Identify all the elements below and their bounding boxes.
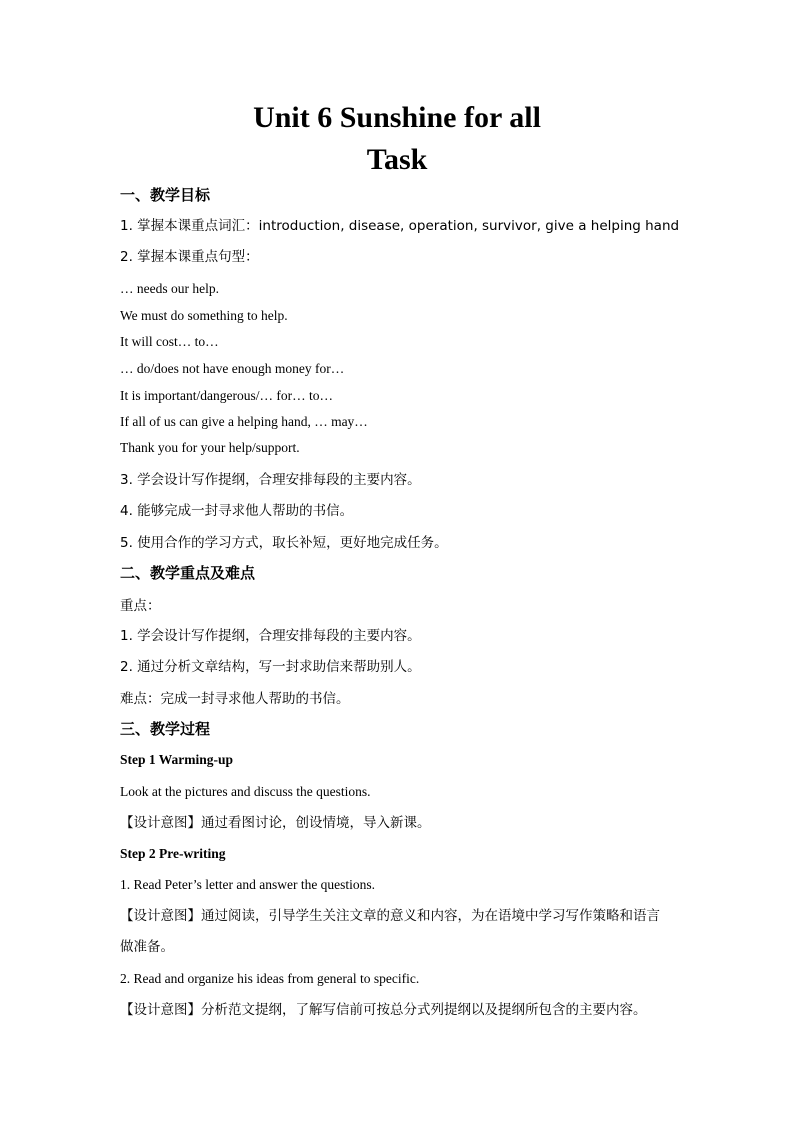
section2-heading: 二、教学重点及难点 [120,564,256,582]
step1-title: Step 1 Warming-up [120,752,234,767]
step2-intent1-line1: 【设计意图】通过阅读，引导学生关注文章的意义和内容，为在语境中学习写作策略和语言 [120,908,660,924]
sentence-pattern: We must do something to help. [120,308,288,323]
difficulty: 难点：完成一封寻求他人帮助的书信。 [120,691,350,707]
sentence-pattern: It is important/dangerous/… for… to… [120,388,333,403]
step1-intent: 【设计意图】通过看图讨论，创设情境，导入新课。 [120,815,431,831]
objective-outline: 3. 学会设计写作提纲，合理安排每段的主要内容。 [120,472,421,488]
sentence-pattern: It will cost… to… [120,334,219,349]
document-title: Unit 6 Sunshine for all [253,101,541,134]
key-point-2: 2. 通过分析文章结构，写一封求助信来帮助别人。 [120,659,421,675]
step2-item1: 1. Read Peter’s letter and answer the questions. [120,877,376,892]
section1-heading: 一、教学目标 [120,186,211,204]
sentence-pattern: … do/does not have enough money for… [120,361,345,376]
section3-heading: 三、教学过程 [120,720,211,738]
key-points-label: 重点： [120,598,161,614]
step2-intent2: 【设计意图】分析范文提纲，了解写信前可按总分式列提纲以及提纲所包含的主要内容。 [120,1002,647,1018]
objective-sentences: 2. 掌握本课重点句型： [120,249,259,265]
objective-cooperation: 5. 使用合作的学习方式，取长补短，更好地完成任务。 [120,535,448,551]
step2-intent1-line2: 做准备。 [120,939,174,955]
sentence-pattern: … needs our help. [120,281,219,296]
step2-item2: 2. Read and organize his ideas from general to specific. [120,971,420,986]
document-subtitle: Task [366,143,428,176]
step2-title: Step 2 Pre-writing [120,846,226,861]
sentence-pattern: Thank you for your help/support. [120,440,300,455]
objective-vocabulary: 1. 掌握本课重点词汇：introduction, disease, operation, survivor, give a helping hand [120,218,680,234]
key-point-1: 1. 学会设计写作提纲，合理安排每段的主要内容。 [120,628,421,644]
step1-text: Look at the pictures and discuss the questions. [120,784,371,799]
objective-letter: 4. 能够完成一封寻求他人帮助的书信。 [120,503,354,519]
sentence-pattern: If all of us can give a helping hand, … may… [120,414,368,429]
